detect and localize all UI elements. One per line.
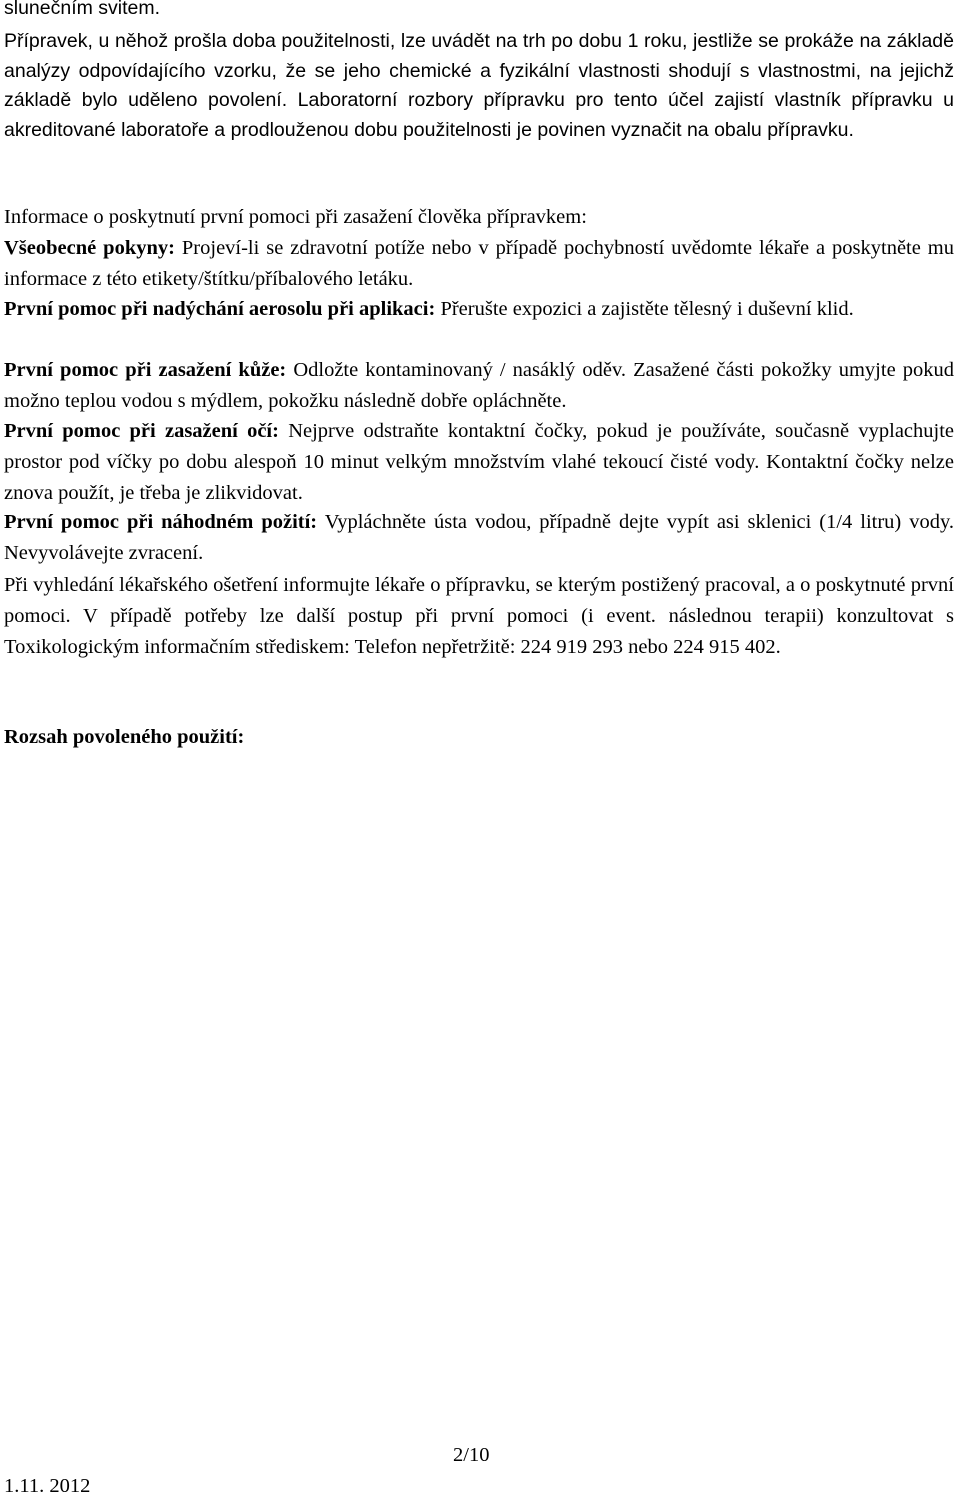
skin-first-aid [4,355,954,417]
continued-line: slunečním svitem. [4,0,161,19]
inhalation-first-aid [4,294,954,325]
first-aid-intro: Informace o poskytnutí první pomoci při zasažení člověka přípravkem: [4,206,587,228]
eyes-first-aid [4,416,954,508]
skin-text: Odložte kontaminovaný / nasáklý oděv. Zasažené části pokožky umyjte pokud možno teplou vodou s mýdlem, pokožku následně dobře opláchněte. [4,359,954,412]
section-title: Rozsah povoleného použití: [4,726,245,748]
general-text: Projeví-li se zdravotní potíže nebo v případě pochybností uvědomte lékaře a poskytněte mu informace z této etikety/štítku/příbalového letáku. [4,237,954,290]
ingestion-first-aid [4,507,954,569]
footer-date: 1.11. 2012 [4,1475,91,1497]
eyes-text: Nejprve odstraňte kontaktní čočky, pokud je používáte, současně vyplachujte prostor pod víčky po dobu alespoň 10 minut velkým množstvím vlahé tekoucí čisté vody. Kontaktní čočky nelze znova použít, je třeba je zlikvidovat. [4,420,955,504]
general-label: Všeobecné pokyny: [4,237,175,259]
page-number: 2/10 [453,1444,490,1466]
medical-advice-paragraph: Při vyhledání lékařského ošetření informujte lékaře o přípravku, se kterým postižený pracoval, a o poskytnuté první pomoci. V případě potřeby lze další postup při první pomoci (i event. následnou terapii) konzultovat s Toxikologickým informačním střediskem: Telefon nepřetržitě: 224 919 293 nebo 224 915 402. [4,574,954,658]
inhalation-text: Přerušte expozici a zajistěte tělesný i duševní klid. [435,298,854,320]
eyes-label: První pomoc při zasažení očí: [4,420,279,442]
expiry-paragraph: Přípravek, u něhož prošla doba použitelnosti, lze uvádět na trh po dobu 1 roku, jestliže se prokáže na základě analýzy odpovídajícího vzorku, že se jeho chemické a fyzikální vlastnosti shodují s vlastnostmi, na jejichž základě bylo uděleno povolení. Laboratorní rozbory přípravku pro tento účel zajistí vlastník přípravku u akreditované laboratoře a prodlouženou dobu použitelnosti je povinen vyznačit na obalu přípravku. [4,30,954,141]
inhalation-label: První pomoc při nadýchání aerosolu při aplikaci: [4,298,436,320]
general-instructions [4,233,954,295]
skin-label: První pomoc při zasažení kůže: [4,359,287,381]
ingestion-text: Vypláchněte ústa vodou, případně dejte vypít asi sklenici (1/4 litru) vody. Nevyvolávejte zvracení. [4,511,954,564]
ingestion-label: První pomoc při náhodném požití: [4,511,318,533]
